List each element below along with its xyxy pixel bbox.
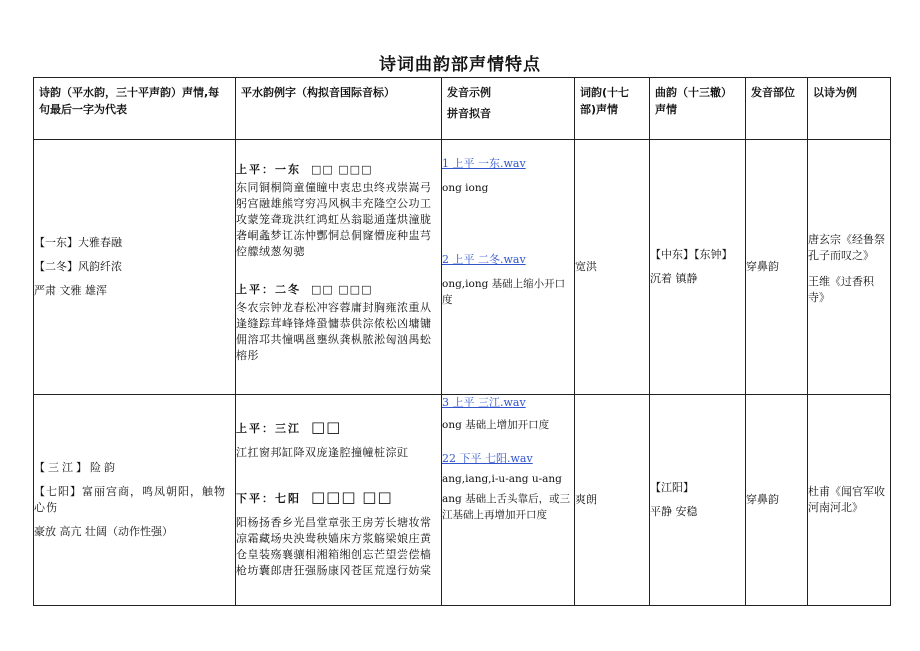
pinyin-text: ong 基础上增加开口度 bbox=[442, 419, 550, 431]
rhyme-section-head bbox=[236, 489, 441, 507]
rhyme-section-head bbox=[236, 419, 441, 437]
poem-example-cell bbox=[808, 395, 891, 606]
poem-line: 【二冬】风韵纤浓 bbox=[34, 260, 122, 273]
qu-rhyme-name: 【江阳】 bbox=[650, 481, 694, 494]
poem-line: 【一东】大雅春融 bbox=[34, 236, 122, 249]
ipa-placeholder-glyphs: □□ bbox=[311, 418, 342, 436]
poem-rhyme-cell bbox=[34, 395, 236, 606]
pinyin-text: ang,iang,i-u-ang u-ang bbox=[442, 473, 562, 485]
poem-example: 杜甫《闻官军收河南河北》 bbox=[808, 485, 885, 514]
rhyme-section-label: 上平：一东 bbox=[236, 163, 301, 176]
pinyin-text: ong,iong 基础上缩小开口度 bbox=[442, 278, 566, 306]
qu-rhyme-cell bbox=[650, 395, 746, 606]
qu-rhyme-name: 【中东】【东钟】 bbox=[650, 248, 733, 261]
audio-cell bbox=[442, 395, 575, 606]
example-chars: 东同铜桐筒童僮瞳中衷忠虫终戎崇嵩弓躬宫融雄熊穹穷冯风枫丰充隆空公功工攻蒙笼聋珑洪红鸿虹丛翁聪通蓬烘潼胧砻峒螽梦讧冻忡酆恫总侗窿懵庞种盅芎倥艨绒葱匆骢 bbox=[236, 181, 432, 258]
pinyin-text: ong iong bbox=[442, 182, 489, 194]
example-chars-cell bbox=[236, 140, 442, 395]
header-poem-example: 以诗为例 bbox=[808, 78, 891, 140]
header-pinyin-label: 拼音拟音 bbox=[447, 107, 491, 120]
pronunciation-note: ang 基础上舌头靠后，或三江基础上再增加开口度 bbox=[442, 493, 571, 521]
audio-link[interactable]: 22 下平 七阳.wav bbox=[442, 452, 533, 465]
page-title: 诗词曲韵部声情特点 bbox=[379, 55, 541, 75]
ci-rhyme-cell: 爽朗 bbox=[575, 395, 650, 606]
poem-line: 豪放 高亢 壮阔（动作性强） bbox=[34, 525, 173, 538]
example-chars: 冬农宗钟龙春松冲容蓉庸封胸雍浓重从逢缝踪茸峰锋烽蛩慵恭供淙侬松凶墉镛佣溶邛共憧喁邕壅纵龚枞脓淞匈汹禺蚣榕彤 bbox=[236, 301, 432, 362]
rhyme-table bbox=[33, 77, 891, 606]
audio-link[interactable]: 3 上平 三江.wav bbox=[442, 396, 526, 409]
rhyme-section-label: 上平：三江 bbox=[236, 422, 301, 435]
qu-rhyme-feeling: 平静 安稳 bbox=[650, 505, 698, 518]
poem-rhyme-cell bbox=[34, 140, 236, 395]
table-row bbox=[34, 395, 891, 606]
header-qu-rhyme: 曲韵（十三辙）声情 bbox=[650, 78, 746, 140]
header-position: 发音部位 bbox=[746, 78, 808, 140]
header-ci-rhyme: 词韵(十七部)声情 bbox=[575, 78, 650, 140]
qu-rhyme-feeling: 沉着 镇静 bbox=[650, 272, 698, 285]
poem-line: 【三江】险韵 bbox=[34, 461, 118, 474]
ipa-placeholder-glyphs: □□ □□□ bbox=[311, 163, 373, 176]
rhyme-section-label: 下平：七阳 bbox=[236, 492, 301, 505]
position-cell: 穿鼻韵 bbox=[746, 395, 808, 606]
example-chars: 阳杨扬香乡光昌堂章张王房芳长塘妆常凉霜藏场央泱鸯秧嫱床方浆觞梁娘庄黄仓皇装殇襄骧相湘箱缃创忘芒望尝偿樯枪坊囊郎唐狂强肠康冈苍匡荒遑行妨棠 bbox=[236, 516, 432, 577]
poem-example-cell bbox=[808, 140, 891, 395]
ci-rhyme-cell: 宽洪 bbox=[575, 140, 650, 395]
example-chars: 江扛窗邦缸降双庞逢腔撞幢桩淙豇 bbox=[236, 446, 409, 459]
header-poem-rhyme: 诗韵（平水韵，三十平声韵）声情,每句最后一字为代表 bbox=[34, 78, 236, 140]
poem-line: 【七阳】富丽宫商，鸣凤朝阳，触物心伤 bbox=[34, 485, 226, 514]
audio-cell bbox=[442, 140, 575, 395]
header-row bbox=[34, 78, 891, 140]
table-row bbox=[34, 140, 891, 395]
header-audio bbox=[442, 78, 575, 140]
rhyme-section-label: 上平：二冬 bbox=[236, 283, 301, 296]
rhyme-section-head bbox=[236, 162, 441, 178]
example-chars-cell bbox=[236, 395, 442, 606]
ipa-placeholder-glyphs: □□□ □□ bbox=[311, 488, 393, 506]
qu-rhyme-cell bbox=[650, 140, 746, 395]
position-cell: 穿鼻韵 bbox=[746, 140, 808, 395]
poem-example: 王维《过香积寺》 bbox=[808, 275, 874, 304]
ipa-placeholder-glyphs: □□ □□□ bbox=[311, 283, 373, 296]
header-audio-label: 发音示例 bbox=[447, 86, 491, 99]
poem-line: 严肃 文雅 雄浑 bbox=[34, 284, 107, 297]
rhyme-section-head bbox=[236, 282, 441, 298]
poem-example: 唐玄宗《经鲁祭孔子而叹之》 bbox=[808, 233, 885, 262]
audio-link[interactable]: 1 上平 一东.wav bbox=[442, 157, 526, 170]
header-example-chars: 平水韵例字（构拟音国际音标） bbox=[236, 78, 442, 140]
audio-link[interactable]: 2 上平 二冬.wav bbox=[442, 253, 526, 266]
